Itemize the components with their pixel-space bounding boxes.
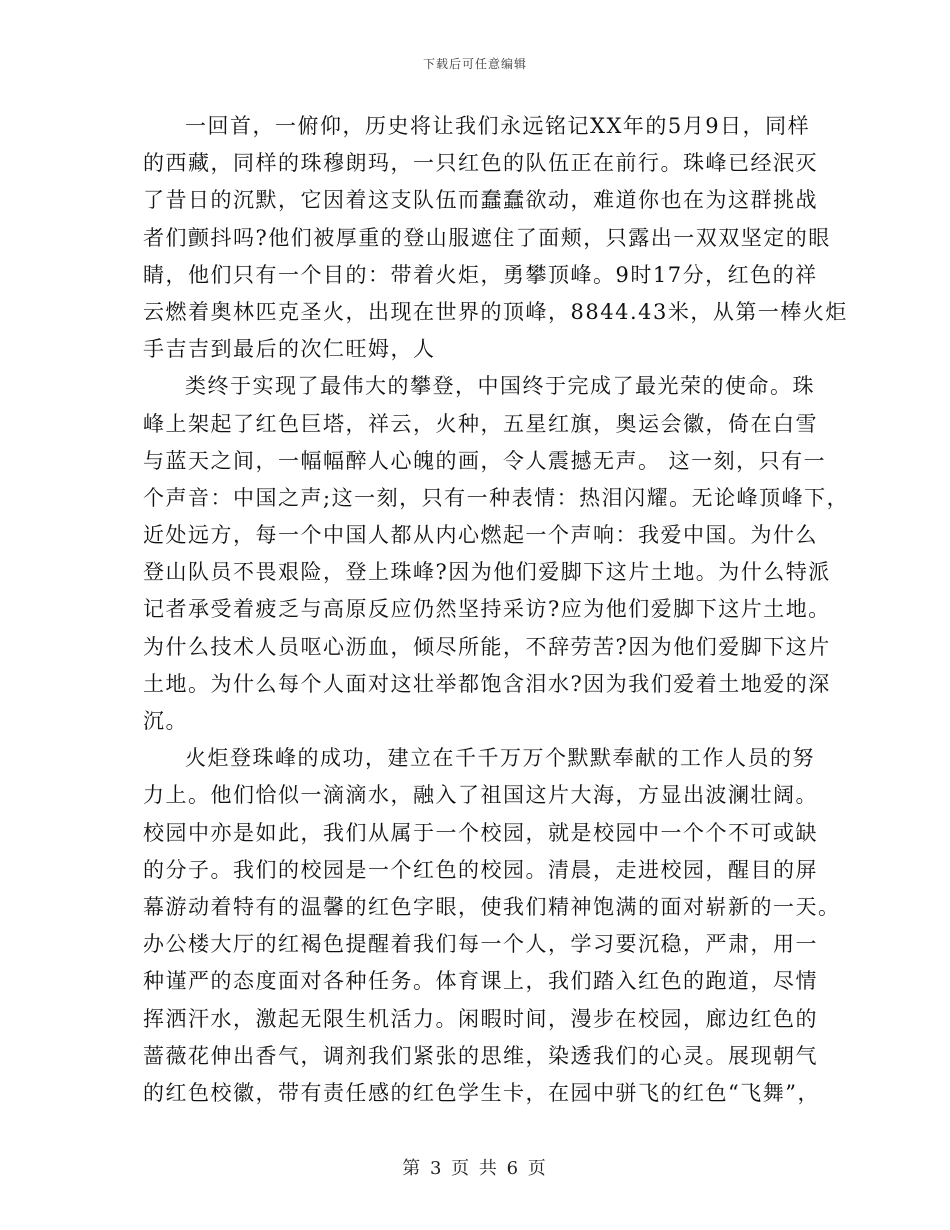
text-line: 校园中亦是如此，我们从属于一个校园，就是校园中一个个不可或缺 xyxy=(143,820,818,845)
text-line: 登山队员不畏艰险，登上珠峰?因为他们爱脚下这片土地。为什么特派 xyxy=(143,560,831,585)
text-line: 睛，他们只有一个目的：带着火炬，勇攀顶峰。9时17分，红色的祥 xyxy=(143,262,818,287)
text-line: 峰上架起了红色巨塔，祥云，火种，五星红旗，奥运会徽，倚在白雪 xyxy=(143,411,818,436)
text-line: 近处远方，每一个中国人都从内心燃起一个声响：我爱中国。为什么 xyxy=(143,523,818,548)
page-header: 下载后可任意编辑 xyxy=(422,57,527,71)
text-line: 手吉吉到最后的次仁旺姆，人 xyxy=(143,337,436,362)
paragraph-2 xyxy=(143,368,850,740)
text-line: 记者承受着疲乏与高原反应仍然坚持采访?应为他们爱脚下这片土地。 xyxy=(143,597,831,622)
text-line: 为什么技术人员呕心沥血，倾尽所能，不辞劳苦?因为他们爱脚下这片 xyxy=(143,634,831,659)
paragraph-1 xyxy=(143,108,848,368)
document-body xyxy=(143,108,850,1112)
paragraph-3 xyxy=(143,740,841,1112)
text-line: 挥洒汗水，激起无限生机活力。闲暇时间，漫步在校园，廊边红色的 xyxy=(143,1006,818,1031)
text-line: 办公楼大厅的红褐色提醒着我们每一个人，学习要沉稳，严肃，用一 xyxy=(143,932,818,957)
text-line: 的分子。我们的校园是一个红色的校园。清晨，走进校园，醒目的屏 xyxy=(143,857,818,882)
text-line: 沉。 xyxy=(143,709,188,733)
text-line: 者们颤抖吗?他们被厚重的登山服遮住了面颊，只露出一双双坚定的眼 xyxy=(143,225,831,250)
text-line: 蔷薇花伸出香气，调剂我们紧张的思维，染透我们的心灵。展现朝气 xyxy=(143,1043,818,1068)
text-line: 个声音：中国之声;这一刻，只有一种表情：热泪闪耀。无论峰顶峰下， xyxy=(143,485,850,510)
text-line: 一回首，一俯仰，历史将让我们永远铭记XX年的5月9日，同样 xyxy=(185,114,811,138)
text-line: 种谨严的态度面对各种任务。体育课上，我们踏入红色的跑道，尽情 xyxy=(143,969,818,994)
text-line: 类终于实现了最伟大的攀登，中国终于完成了最光荣的使命。珠 xyxy=(185,374,815,399)
text-line: 的红色校徽，带有责任感的红色学生卡，在园中骈飞的红色“飞舞”， xyxy=(143,1080,820,1105)
text-line: 力上。他们恰似一滴滴水，融入了祖国这片大海，方显出波澜壮阔。 xyxy=(143,783,818,808)
text-line: 土地。为什么每个人面对这壮举都饱含泪水?因为我们爱着土地爱的深 xyxy=(143,671,831,696)
page-number-footer: 第 3 页 共 6 页 xyxy=(402,1158,548,1179)
text-line: 幕游动着特有的温馨的红色字眼，使我们精神饱满的面对崭新的一天。 xyxy=(143,894,841,919)
text-line: 火炬登珠峰的成功，建立在千千万万个默默奉献的工作人员的努 xyxy=(185,746,815,771)
text-line: 云燃着奥林匹克圣火，出现在世界的顶峰，8844.43米，从第一棒火炬 xyxy=(143,299,848,324)
text-line: 了昔日的沉默，它因着这支队伍而蠢蠢欲动，难道你也在为这群挑战 xyxy=(143,188,818,213)
text-line: 与蓝天之间，一幅幅醉人心魄的画，令人震撼无声。 这一刻，只有一 xyxy=(143,448,827,473)
text-line: 的西藏，同样的珠穆朗玛，一只红色的队伍正在前行。珠峰已经泯灭 xyxy=(143,151,818,176)
